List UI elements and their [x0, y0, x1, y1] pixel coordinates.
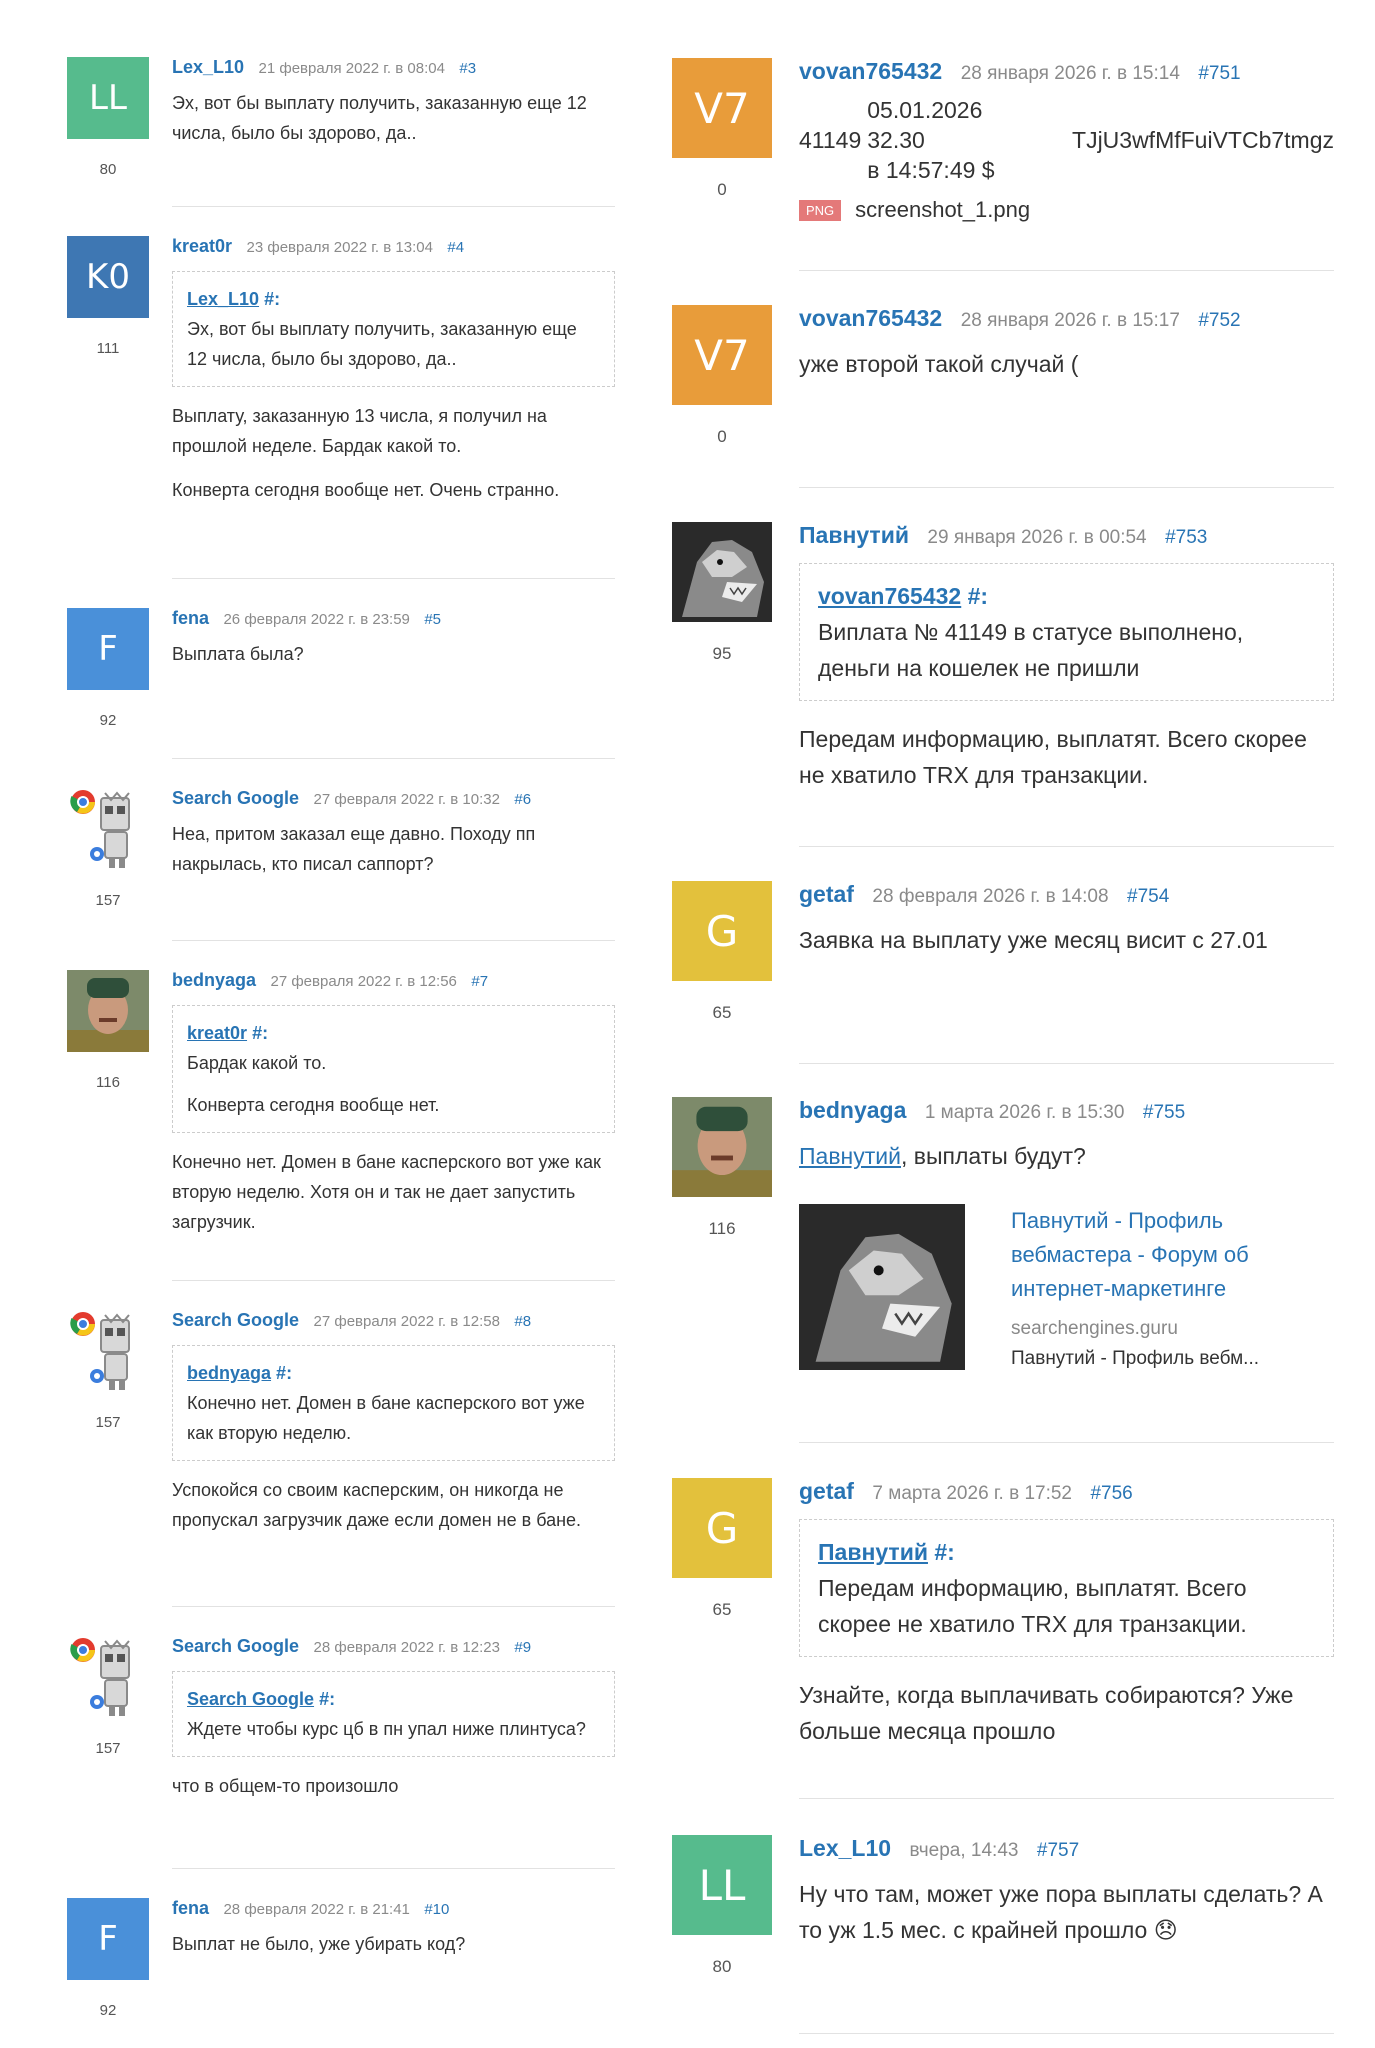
payout-currency: $	[981, 157, 995, 183]
avatar-block	[67, 1310, 149, 1431]
reputation-count: 65	[712, 1600, 732, 1619]
author-link[interactable]: vovan765432	[799, 305, 943, 331]
payout-id: 41149	[799, 127, 862, 153]
post-text-rest: , выплаты будут?	[900, 1143, 1086, 1169]
reputation-count: 65	[712, 1003, 732, 1022]
attachment-filename[interactable]: screenshot_1.png	[855, 197, 1031, 222]
quote-hash-link[interactable]: #	[252, 1023, 263, 1043]
post	[67, 608, 615, 728]
post-date: 28 февраля 2022 г. в 12:23	[313, 1639, 500, 1656]
quote-author-link[interactable]: bednyaga	[187, 1363, 272, 1383]
quote-block: kreat0r #: Бардак какой то. Конверта сегодня вообще нет.	[172, 1005, 615, 1133]
post-header	[799, 58, 1334, 85]
wolf-preview-icon	[799, 1204, 965, 1370]
avatar-block	[672, 1478, 772, 1620]
avatar-block	[67, 1898, 149, 2019]
robot-avatar-icon	[67, 1310, 149, 1392]
reputation-count: 95	[712, 644, 732, 663]
avatar-block	[67, 788, 149, 909]
post-date: 27 февраля 2022 г. в 12:56	[270, 973, 457, 990]
post-number-link[interactable]: #9	[514, 1639, 532, 1656]
post-header	[799, 305, 1334, 332]
avatar[interactable]	[67, 970, 149, 1052]
post-date: 28 января 2026 г. в 15:17	[960, 310, 1180, 331]
divider	[172, 758, 615, 759]
divider	[799, 846, 1334, 847]
quote-author-link[interactable]: Search Google	[187, 1689, 315, 1709]
divider	[799, 1063, 1334, 1064]
post-text: Конечно нет. Домен в бане касперского вот уже как вторую неделю. Хотя он и так не дает запустить загрузчик.	[172, 1152, 601, 1232]
divider	[799, 487, 1334, 488]
reputation-count: 0	[717, 180, 727, 199]
post-body	[799, 522, 1334, 793]
sad-face-emoji-icon: 😞	[1153, 1917, 1178, 1943]
post-header	[172, 1636, 615, 1657]
post-body	[799, 1097, 1334, 1370]
post	[67, 1636, 615, 1856]
avatar-block	[672, 58, 772, 200]
post-body	[172, 1636, 615, 1801]
post	[67, 236, 615, 566]
post-header	[799, 1478, 1334, 1505]
divider	[172, 206, 615, 207]
reputation-count: 92	[99, 2002, 117, 2019]
post-date: 28 февраля 2026 г. в 14:08	[872, 886, 1109, 907]
post-body	[172, 608, 615, 669]
post-text: Выплату, заказанную 13 числа, я получил на прошлой неделе. Бардак какой то.	[172, 406, 547, 456]
quote-block: bednyaga #: Конечно нет. Домен в бане касперского вот уже как вторую неделю.	[172, 1345, 615, 1461]
post-date: 26 февраля 2022 г. в 23:59	[223, 611, 410, 628]
post-header	[172, 57, 615, 78]
post-number-link[interactable]: #753	[1165, 527, 1208, 548]
post-text: Заявка на выплату уже месяц висит с 27.01	[799, 927, 1268, 953]
avatar-block	[67, 57, 149, 178]
post-text: Передам информацию, выплатят. Всего скорее не хватило TRX для транзакции.	[799, 726, 1307, 788]
post-date: 7 марта 2026 г. в 17:52	[872, 1483, 1072, 1504]
post-number-link[interactable]: #757	[1036, 1840, 1080, 1861]
reputation-count: 157	[95, 1740, 121, 1757]
reputation-count: 0	[717, 427, 727, 446]
avatar-block	[672, 1835, 772, 1977]
post-text: Успокойся со своим касперским, он никогда не пропускал загрузчик даже если домен не в бане.	[172, 1480, 582, 1530]
quote-text: Конечно нет. Домен в бане касперского вот уже как вторую неделю.	[187, 1393, 585, 1443]
post-number-link[interactable]: #754	[1127, 886, 1170, 907]
post-number-link[interactable]: #7	[471, 973, 489, 990]
avatar[interactable]: V7	[672, 58, 772, 158]
robot-avatar-icon	[67, 1636, 149, 1718]
reputation-count: 111	[96, 340, 120, 357]
quote-text: Виплата № 41149 в статусе выполнено, деньги на кошелек не пришли	[818, 619, 1244, 681]
post-header	[799, 1835, 1334, 1862]
author-link[interactable]: fena	[172, 608, 210, 628]
post-text: Конверта сегодня вообще нет. Очень странно.	[172, 480, 560, 500]
author-link[interactable]: vovan765432	[799, 58, 943, 84]
user-photo-icon	[67, 970, 149, 1052]
reputation-count: 80	[99, 161, 117, 178]
post-text-main: Ну что там, может уже пора выплаты сделать? А то уж 1.5 мес. с крайней прошло	[799, 1881, 1323, 1943]
post	[672, 1835, 1334, 2035]
link-preview-card[interactable]	[799, 1204, 1334, 1370]
avatar-block	[672, 881, 772, 1023]
post-header	[172, 608, 615, 629]
post-body	[172, 788, 615, 879]
divider	[799, 1798, 1334, 1799]
link-preview-body	[1011, 1204, 1334, 1370]
post-date: вчера, 14:43	[909, 1840, 1019, 1861]
link-preview-domain: searchengines.guru	[1011, 1318, 1178, 1339]
post-number-link[interactable]: #752	[1198, 310, 1241, 331]
avatar[interactable]: G	[672, 1478, 772, 1578]
post-body	[799, 58, 1334, 223]
post	[67, 1310, 615, 1580]
reputation-count: 116	[708, 1219, 736, 1238]
payout-time: в 14:57:49	[867, 157, 976, 183]
post-text	[799, 1138, 1334, 1174]
quote-block: Lex_L10 #: Эх, вот бы выплату получить, заказанную еще 12 числа, было бы здорово, да..	[172, 271, 615, 387]
post-body	[799, 881, 1334, 958]
avatar-block	[67, 1636, 149, 1757]
post-date: 27 февраля 2022 г. в 10:32	[313, 791, 500, 808]
post	[67, 788, 615, 918]
avatar[interactable]	[67, 788, 149, 870]
author-link[interactable]: Search Google	[172, 1310, 300, 1330]
avatar[interactable]: V7	[672, 305, 772, 405]
post-date: 28 февраля 2022 г. в 21:41	[223, 1901, 410, 1918]
quote-hash-link[interactable]: #	[967, 583, 981, 609]
post-body	[172, 236, 615, 505]
post	[672, 1478, 1334, 1788]
mention-link[interactable]: Павнутий	[799, 1143, 901, 1169]
quote-block: Павнутий #: Передам информацию, выплатят. Всего скорее не хватило TRX для транзакции.	[799, 1519, 1334, 1657]
post	[672, 1097, 1334, 1427]
avatar[interactable]: F	[67, 608, 149, 690]
quote-text: Конверта сегодня вообще нет.	[187, 1095, 440, 1115]
post-body	[799, 1478, 1334, 1749]
quote-author-link[interactable]: kreat0r	[187, 1023, 248, 1043]
post-header	[172, 970, 615, 991]
author-link[interactable]: Search Google	[172, 1636, 300, 1656]
author-link[interactable]: Павнутий	[799, 522, 909, 548]
file-type-badge: PNG	[799, 200, 841, 221]
post-date: 1 марта 2026 г. в 15:30	[924, 1102, 1125, 1123]
author-link[interactable]: Search Google	[172, 788, 300, 808]
quote-text: Бардак какой то.	[187, 1053, 327, 1073]
avatar[interactable]	[67, 1310, 149, 1392]
post-header	[172, 1310, 615, 1331]
payout-hash: TJjU3wfMfFuiVTCb7tmgz	[1072, 127, 1334, 153]
quote-text: Эх, вот бы выплату получить, заказанную еще 12 числа, было бы здорово, да..	[187, 319, 577, 369]
post-number-link[interactable]: #755	[1142, 1102, 1186, 1123]
post-body	[799, 1835, 1334, 1948]
post-body	[172, 970, 615, 1237]
divider	[172, 1868, 615, 1869]
post-text: уже второй такой случай (	[799, 351, 1079, 377]
post-header	[172, 788, 615, 809]
avatar-block	[672, 305, 772, 447]
post-body	[799, 305, 1334, 382]
author-link[interactable]: bednyaga	[172, 970, 257, 990]
avatar[interactable]: G	[672, 881, 772, 981]
avatar[interactable]: LL	[67, 57, 149, 139]
reputation-count: 116	[96, 1074, 120, 1091]
post-body	[172, 1310, 615, 1535]
post-text: Неа, притом заказал еще давно. Походу пп накрылась, кто писал саппорт?	[172, 824, 536, 874]
post-header	[799, 1097, 1334, 1124]
post-date: 21 февраля 2022 г. в 08:04	[258, 60, 445, 77]
post-number-link[interactable]: #8	[514, 1313, 532, 1330]
avatar-block	[672, 1097, 772, 1239]
post-date: 29 января 2026 г. в 00:54	[927, 527, 1147, 548]
divider	[172, 1606, 615, 1607]
post	[672, 305, 1334, 455]
post	[67, 1898, 615, 2018]
post-text: Выплата была?	[172, 644, 304, 664]
avatar-block	[67, 970, 149, 1091]
post-header	[799, 881, 1334, 908]
reputation-count: 157	[95, 1414, 121, 1431]
quote-hash-link[interactable]: #	[934, 1539, 948, 1565]
post-number-link[interactable]: #5	[424, 611, 442, 628]
avatar[interactable]	[67, 1636, 149, 1718]
post-number-link[interactable]: #3	[459, 60, 477, 77]
post-header	[172, 236, 615, 257]
post	[67, 57, 615, 187]
post-number-link[interactable]: #6	[514, 791, 532, 808]
link-preview-description: Павнутий - Профиль вебм...	[1011, 1348, 1260, 1369]
payout-amount: 32.30	[867, 127, 925, 153]
post-text: что в общем-то произошло	[172, 1776, 399, 1796]
author-link[interactable]: Lex_L10	[172, 57, 245, 77]
post-date: 23 февраля 2022 г. в 13:04	[246, 239, 433, 256]
avatar[interactable]	[672, 522, 772, 622]
quote-block: vovan765432 #: Виплата № 41149 в статусе выполнено, деньги на кошелек не пришли	[799, 563, 1334, 701]
post	[672, 58, 1334, 258]
quote-block: Search Google #: Ждете чтобы курс цб в пн упал ниже плинтуса?	[172, 1671, 615, 1757]
post-text: Выплат не было, уже убирать код?	[172, 1934, 466, 1954]
quote-text: Передам информацию, выплатят. Всего скорее не хватило TRX для транзакции.	[818, 1575, 1247, 1637]
post-number-link[interactable]: #10	[424, 1901, 450, 1918]
quote-author-link[interactable]: vovan765432	[818, 583, 962, 609]
payout-datetime	[867, 95, 1022, 185]
user-photo-icon	[672, 1097, 772, 1197]
post-text: Узнайте, когда выплачивать собираются? Уже больше месяца прошло	[799, 1682, 1294, 1744]
reputation-count: 92	[99, 712, 117, 729]
author-link[interactable]: getaf	[799, 881, 854, 907]
author-link[interactable]: Lex_L10	[799, 1835, 892, 1861]
divider	[172, 1280, 615, 1281]
quote-text: Ждете чтобы курс цб в пн упал ниже плинтуса?	[187, 1719, 586, 1739]
link-preview-image[interactable]	[799, 1204, 965, 1370]
post-body	[172, 57, 615, 148]
avatar[interactable]: F	[67, 1898, 149, 1980]
post-header	[172, 1898, 615, 1919]
post-number-link[interactable]: #751	[1198, 63, 1241, 84]
quote-author-link[interactable]: Lex_L10	[187, 289, 260, 309]
avatar-block	[672, 522, 772, 664]
wolf-avatar-icon	[672, 522, 772, 622]
attachment[interactable]	[799, 197, 1334, 223]
post	[67, 970, 615, 1260]
post-number-link[interactable]: #756	[1090, 1483, 1133, 1504]
post-header	[799, 522, 1334, 549]
divider	[799, 270, 1334, 271]
payout-date: 05.01.2026	[867, 97, 983, 123]
quote-hash-link[interactable]: #	[319, 1689, 330, 1709]
post	[672, 881, 1334, 1041]
author-link[interactable]: bednyaga	[799, 1097, 907, 1123]
reputation-count: 157	[95, 892, 121, 909]
post-text: Эх, вот бы выплату получить, заказанную еще 12 числа, было бы здорово, да..	[172, 93, 587, 143]
avatar[interactable]: LL	[672, 1835, 772, 1935]
author-link[interactable]: kreat0r	[172, 236, 233, 256]
author-link[interactable]: getaf	[799, 1478, 854, 1504]
post-body	[172, 1898, 615, 1959]
post-date: 27 февраля 2022 г. в 12:58	[313, 1313, 500, 1330]
quote-hash-link[interactable]: #	[264, 289, 275, 309]
post-number-link[interactable]: #4	[447, 239, 465, 256]
author-link[interactable]: fena	[172, 1898, 210, 1918]
divider	[799, 1442, 1334, 1443]
payout-table-row	[799, 95, 1334, 185]
post-text	[799, 1876, 1334, 1948]
avatar[interactable]: K0	[67, 236, 149, 318]
divider	[172, 940, 615, 941]
avatar[interactable]	[672, 1097, 772, 1197]
post-date: 28 января 2026 г. в 15:14	[960, 63, 1180, 84]
divider	[799, 2033, 1334, 2034]
quote-author-link[interactable]: Павнутий	[818, 1539, 928, 1565]
robot-avatar-icon	[67, 788, 149, 870]
avatar-block	[67, 608, 149, 729]
quote-hash-link[interactable]: #	[276, 1363, 287, 1383]
divider	[172, 578, 615, 579]
avatar-block	[67, 236, 149, 357]
link-preview-title[interactable]: Павнутий - Профиль вебмастера - Форум об интернет-маркетинге	[1011, 1208, 1249, 1301]
reputation-count: 80	[712, 1957, 732, 1976]
post	[672, 522, 1334, 812]
